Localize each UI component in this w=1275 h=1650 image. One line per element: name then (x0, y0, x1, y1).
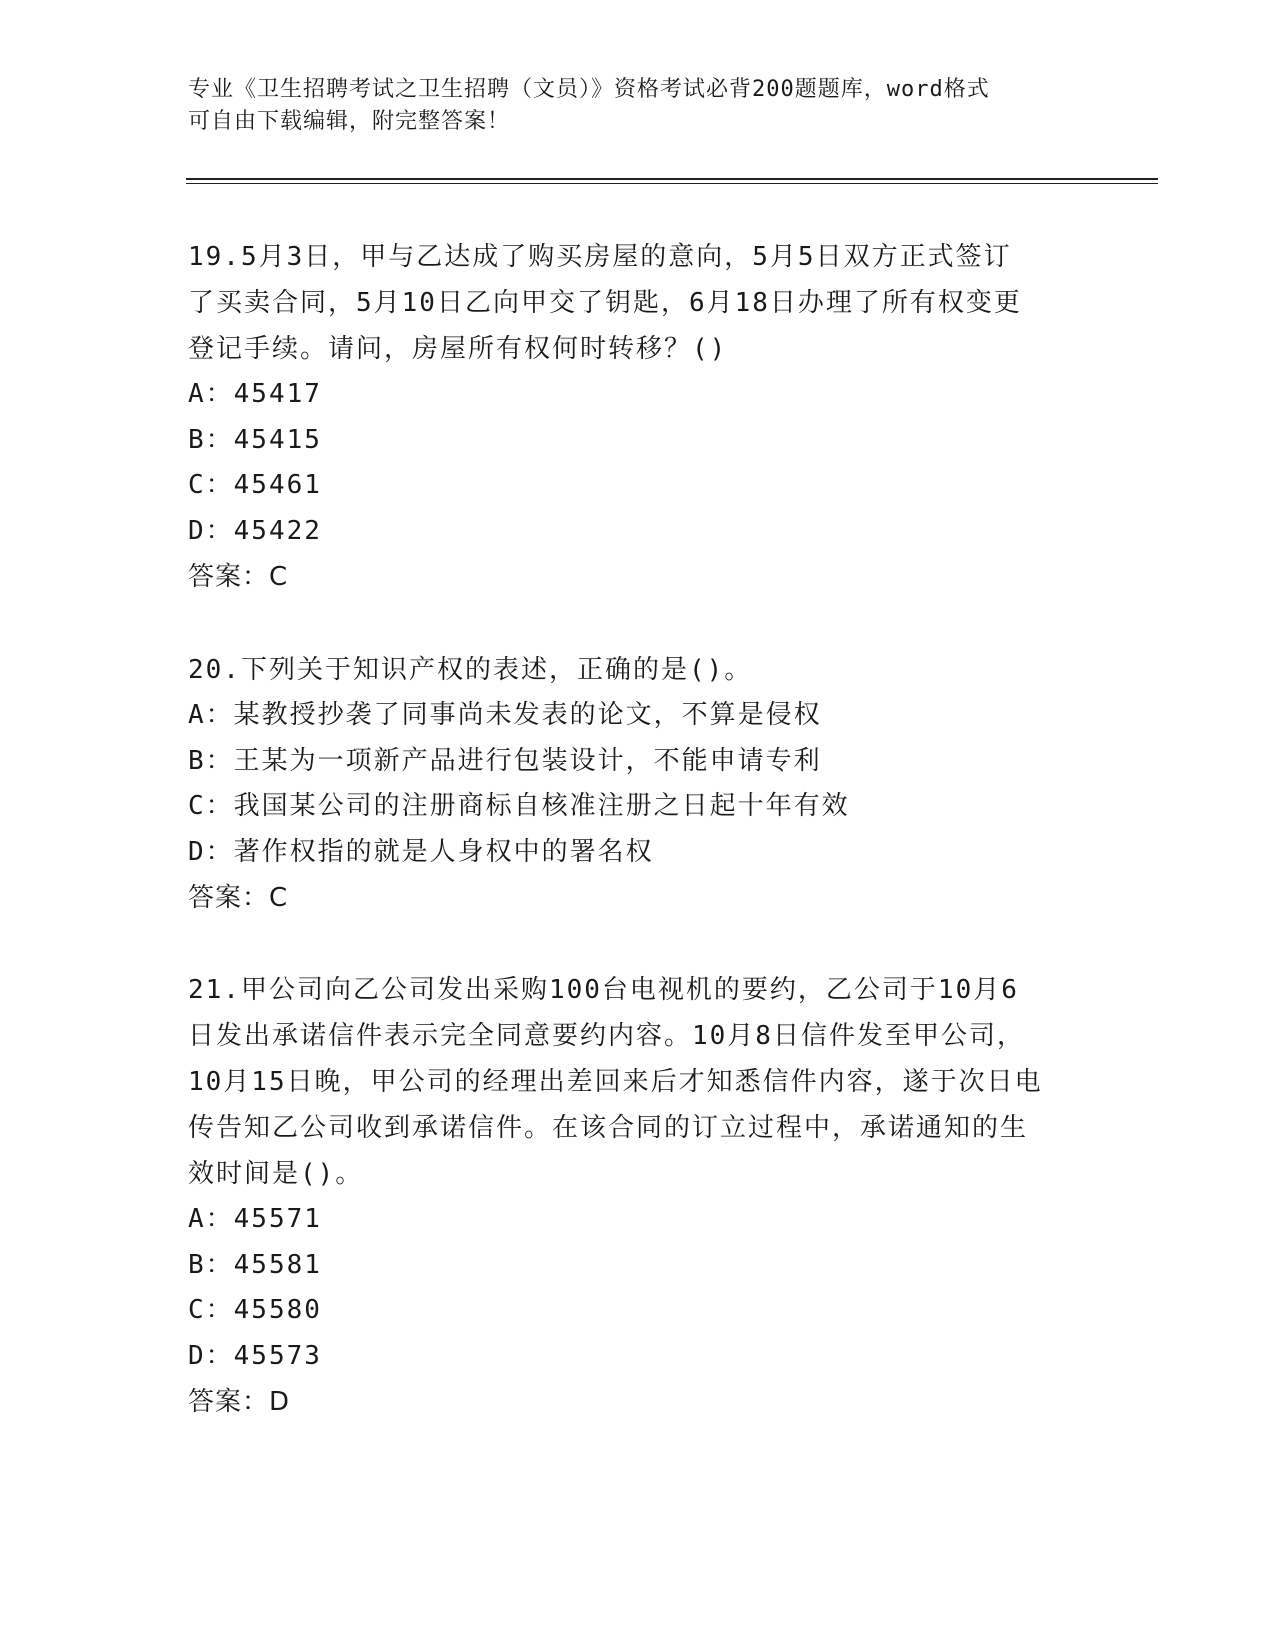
header-title-line-1: 专业《卫生招聘考试之卫生招聘（文员）》资格考试必背200题题库，word格式 (188, 77, 990, 102)
question-20 (188, 647, 1088, 921)
question-stem-line: 19.5月3日，甲与乙达成了购买房屋的意向，5月5日双方正式签订 (188, 242, 1012, 272)
option-c: C：我国某公司的注册商标自核准注册之日起十年有效 (188, 791, 850, 821)
option-c: C：45461 (188, 470, 322, 500)
answer-text: 答案：C (188, 883, 289, 913)
option-c: C：45580 (188, 1295, 322, 1325)
question-21 (188, 967, 1088, 1425)
option-a: A：45571 (188, 1204, 322, 1234)
answer-text: 答案：C (188, 562, 289, 592)
header-title-line-2: 可自由下载编辑，附完整答案！ (188, 109, 511, 134)
option-a: A：45417 (188, 379, 322, 409)
question-stem-line: 传告知乙公司收到承诺信件。在该合同的订立过程中，承诺通知的生 (188, 1113, 1029, 1143)
question-stem-line: 21.甲公司向乙公司发出采购100台电视机的要约，乙公司于10月6 (188, 975, 1019, 1005)
document-header (188, 74, 1068, 138)
question-stem-line: 效时间是()。 (188, 1159, 364, 1189)
option-b: B：王某为一项新产品进行包装设计，不能申请专利 (188, 745, 822, 776)
question-stem-line: 日发出承诺信件表示完全同意要约内容。10月8日信件发至甲公司， (188, 1021, 1025, 1051)
option-d: D：45573 (188, 1340, 322, 1371)
option-d: D：著作权指的就是人身权中的署名权 (188, 836, 654, 867)
option-b: B：45415 (188, 424, 322, 455)
question-stem-line: 20.下列关于知识产权的表述，正确的是()。 (188, 655, 753, 685)
question-stem-line: 10月15日晚，甲公司的经理出差回来后才知悉信件内容，遂于次日电 (188, 1067, 1043, 1097)
question-19 (188, 234, 1088, 600)
answer-text: 答案：D (188, 1387, 291, 1417)
option-d: D：45422 (188, 515, 322, 546)
question-stem-line: 了买卖合同，5月10日乙向甲交了钥匙，6月18日办理了所有权变更 (188, 288, 1022, 318)
option-b: B：45581 (188, 1249, 322, 1280)
header-divider-thick (186, 178, 1158, 180)
question-stem-line: 登记手续。请问，房屋所有权何时转移？() (188, 334, 728, 364)
header-divider-thin (186, 183, 1158, 184)
option-a: A：某教授抄袭了同事尚未发表的论文，不算是侵权 (188, 700, 822, 730)
